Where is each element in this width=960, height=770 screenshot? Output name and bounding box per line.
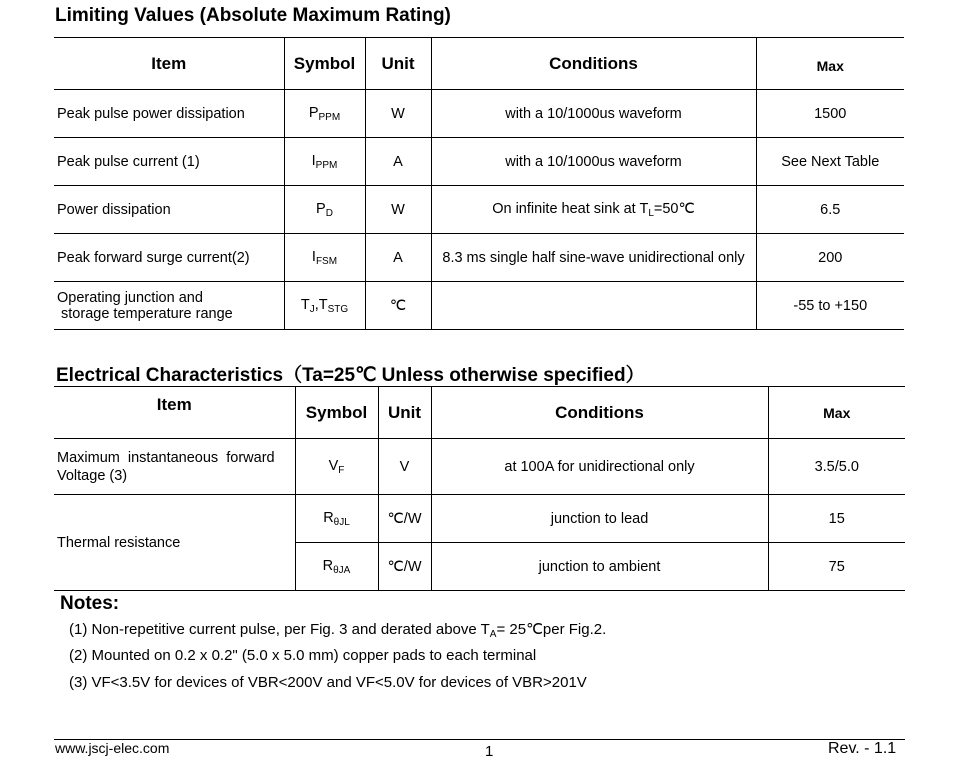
item-cell bbox=[54, 439, 295, 495]
table-row bbox=[54, 439, 905, 495]
symbol-main: I bbox=[311, 152, 316, 169]
electrical-characteristics-table bbox=[54, 386, 905, 591]
max-cell: See Next Table bbox=[756, 138, 904, 186]
conditions-cell bbox=[431, 282, 756, 330]
table-header-row bbox=[54, 387, 905, 439]
header-max: Max bbox=[768, 387, 905, 439]
symbol-cell bbox=[284, 138, 365, 186]
max-cell: 15 bbox=[768, 495, 905, 543]
max-cell: 75 bbox=[768, 543, 905, 591]
limiting-values-title: Limiting Values (Absolute Maximum Rating) bbox=[55, 5, 451, 26]
unit-cell: ℃ bbox=[365, 282, 431, 330]
max-cell: 3.5/5.0 bbox=[768, 439, 905, 495]
footer-divider bbox=[54, 739, 905, 740]
symbol-sub: J bbox=[309, 303, 315, 315]
symbol-cell bbox=[295, 495, 378, 543]
table-row bbox=[54, 186, 904, 234]
symbol-sub: F bbox=[338, 464, 345, 476]
symbol-main: P bbox=[308, 104, 319, 121]
footer-website: www.jscj-elec.com bbox=[55, 740, 170, 756]
header-item: Item bbox=[54, 387, 295, 439]
table-row bbox=[54, 90, 904, 138]
notes-title: Notes: bbox=[60, 593, 120, 614]
symbol-cell bbox=[295, 543, 378, 591]
item-cell: Power dissipation bbox=[54, 186, 284, 234]
symbol-sub: FSM bbox=[315, 255, 338, 267]
max-cell: 200 bbox=[756, 234, 904, 282]
conditions-cell: junction to lead bbox=[431, 495, 768, 543]
symbol-sub: PPM bbox=[315, 159, 338, 171]
symbol-main: I bbox=[311, 248, 316, 265]
symbol-sub: θJL bbox=[333, 516, 350, 528]
table-row bbox=[54, 138, 904, 186]
conditions-cell bbox=[431, 186, 756, 234]
unit-cell: A bbox=[365, 234, 431, 282]
conditions-text-a: On infinite heat sink at T bbox=[492, 200, 649, 217]
symbol-cell bbox=[284, 186, 365, 234]
electrical-characteristics-title: Electrical Characteristics（Ta=25℃ Unless otherwise specified） bbox=[56, 365, 645, 386]
unit-cell: W bbox=[365, 186, 431, 234]
item-line-1: Maximum instantaneous forward bbox=[57, 449, 275, 466]
conditions-cell: 8.3 ms single half sine-wave unidirectional only bbox=[431, 234, 756, 282]
max-cell: 1500 bbox=[756, 90, 904, 138]
item-cell: Peak pulse current (1) bbox=[54, 138, 284, 186]
header-item: Item bbox=[54, 38, 284, 90]
unit-cell: A bbox=[365, 138, 431, 186]
table-row bbox=[54, 282, 904, 330]
note-1-text-b: = 25℃per Fig.2. bbox=[496, 621, 607, 638]
item-cell: Thermal resistance bbox=[57, 534, 181, 551]
table-row bbox=[54, 495, 905, 543]
symbol-cell bbox=[284, 282, 365, 330]
item-line-2: storage temperature range bbox=[57, 305, 233, 322]
max-cell: -55 to +150 bbox=[756, 282, 904, 330]
item-line-2: Voltage (3) bbox=[57, 467, 128, 484]
symbol-sub: PPM bbox=[318, 111, 341, 123]
item-line-1: Operating junction and bbox=[57, 289, 203, 306]
symbol-sub: D bbox=[325, 207, 333, 219]
limiting-values-table bbox=[54, 37, 904, 330]
header-unit: Unit bbox=[365, 38, 431, 90]
symbol-cell bbox=[284, 90, 365, 138]
item-cell bbox=[54, 282, 284, 330]
note-1-sub: A bbox=[489, 629, 497, 640]
unit-cell: ℃/W bbox=[378, 543, 431, 591]
symbol-main: V bbox=[328, 457, 339, 474]
symbol-cell bbox=[284, 234, 365, 282]
table-row bbox=[54, 234, 904, 282]
symbol-main-b: ,T bbox=[314, 296, 328, 313]
symbol-main: R bbox=[322, 557, 334, 574]
footer-page-number: 1 bbox=[485, 743, 494, 760]
header-unit: Unit bbox=[378, 387, 431, 439]
header-max: Max bbox=[756, 38, 904, 90]
unit-cell: W bbox=[365, 90, 431, 138]
header-conditions: Conditions bbox=[431, 38, 756, 90]
conditions-cell: junction to ambient bbox=[431, 543, 768, 591]
conditions-cell: with a 10/1000us waveform bbox=[431, 90, 756, 138]
note-1-text-a: (1) Non-repetitive current pulse, per Fig. 3 and derated above T bbox=[69, 621, 490, 638]
symbol-sub-b: STG bbox=[327, 303, 349, 315]
symbol-sub: θJA bbox=[333, 564, 351, 576]
max-cell: 6.5 bbox=[756, 186, 904, 234]
header-conditions: Conditions bbox=[431, 387, 768, 439]
header-symbol: Symbol bbox=[295, 387, 378, 439]
item-cell: Peak pulse power dissipation bbox=[54, 90, 284, 138]
item-cell: Peak forward surge current(2) bbox=[54, 234, 284, 282]
unit-cell: ℃/W bbox=[378, 495, 431, 543]
unit-cell: V bbox=[378, 439, 431, 495]
table-header-row bbox=[54, 38, 904, 90]
symbol-main: R bbox=[323, 509, 334, 526]
conditions-cell: at 100A for unidirectional only bbox=[431, 439, 768, 495]
symbol-main: P bbox=[316, 200, 326, 217]
symbol-cell bbox=[295, 439, 378, 495]
conditions-cell: with a 10/1000us waveform bbox=[431, 138, 756, 186]
note-3: (3) VF<3.5V for devices of VBR<200V and VF<5.0V for devices of VBR>201V bbox=[69, 674, 587, 691]
note-2: (2) Mounted on 0.2 x 0.2" (5.0 x 5.0 mm) copper pads to each terminal bbox=[69, 647, 537, 664]
footer-revision: Rev. - 1.1 bbox=[828, 740, 897, 757]
header-symbol: Symbol bbox=[284, 38, 365, 90]
conditions-sub: L bbox=[648, 207, 654, 219]
symbol-main: T bbox=[300, 296, 310, 313]
note-1 bbox=[69, 620, 606, 640]
conditions-text-b: =50℃ bbox=[653, 200, 695, 217]
